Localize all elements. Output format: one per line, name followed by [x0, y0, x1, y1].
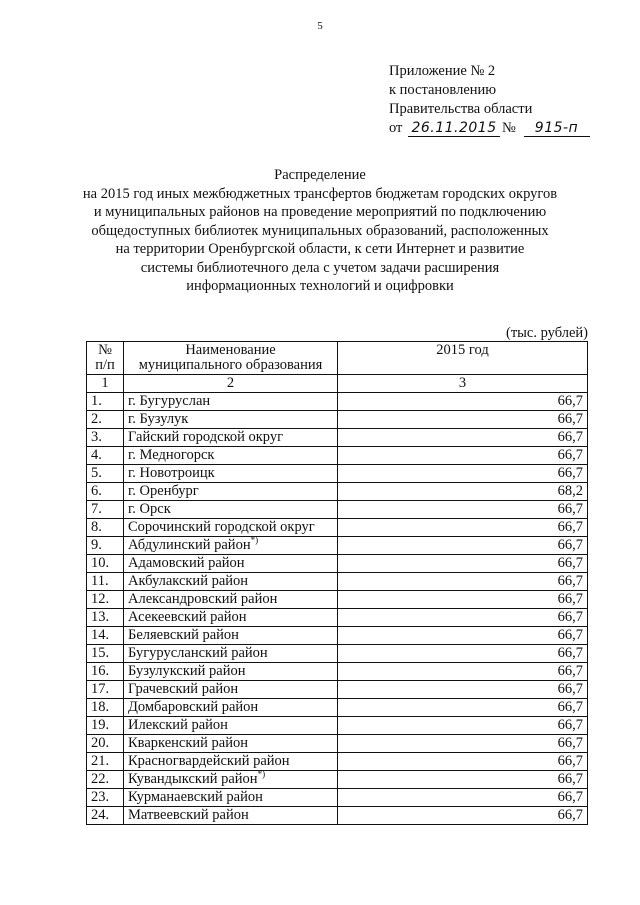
appendix-line-government: Правительства области [389, 101, 533, 117]
municipality-name-cell [124, 393, 338, 411]
amount-2015: 66,7 [338, 501, 588, 519]
table-row [87, 663, 588, 681]
row-number: 6. [87, 483, 124, 501]
row-number: 9. [87, 537, 124, 555]
row-number: 24. [87, 807, 124, 825]
row-number: 14. [87, 627, 124, 645]
row-number: 10. [87, 555, 124, 573]
municipality-name: Илекский район [128, 717, 228, 733]
amount-2015: 66,7 [338, 555, 588, 573]
title-heading: Распределение [274, 167, 366, 183]
header-name-line1: Наименование [185, 342, 276, 358]
municipality-name-cell [124, 699, 338, 717]
row-number: 18. [87, 699, 124, 717]
table-row [87, 537, 588, 555]
municipality-name-cell [124, 483, 338, 501]
amount-2015: 68,2 [338, 483, 588, 501]
amount-2015: 66,7 [338, 645, 588, 663]
header-name-line2: муниципального образования [138, 357, 323, 373]
municipality-name-cell [124, 735, 338, 753]
page-number: 5 [317, 20, 323, 32]
row-number: 23. [87, 789, 124, 807]
table-row [87, 501, 588, 519]
municipality-name-cell [124, 429, 338, 447]
amount-2015: 66,7 [338, 429, 588, 447]
municipality-name: Асекеевский район [128, 609, 247, 625]
handwritten-number: 915-п [524, 121, 590, 137]
appendix-header [389, 62, 590, 138]
municipality-name: г. Орск [128, 501, 171, 517]
municipality-name-cell [124, 573, 338, 591]
unit-label: (тыс. рублей) [506, 325, 588, 341]
municipality-name: г. Новотроицк [128, 465, 215, 481]
municipality-name: г. Бузулук [128, 411, 189, 427]
row-number: 2. [87, 411, 124, 429]
municipality-name-cell [124, 771, 338, 789]
amount-2015: 66,7 [338, 519, 588, 537]
amount-2015: 66,7 [338, 735, 588, 753]
municipality-name-cell [124, 663, 338, 681]
row-number: 7. [87, 501, 124, 519]
municipality-name-cell [124, 789, 338, 807]
municipality-name-cell [124, 609, 338, 627]
amount-2015: 66,7 [338, 573, 588, 591]
index-cell: 2 [124, 375, 338, 393]
municipality-name: Бугурусланский район [128, 645, 268, 661]
row-number: 19. [87, 717, 124, 735]
title-line: на территории Оренбургской области, к сети Интернет и развитие [115, 241, 525, 257]
amount-2015: 66,7 [338, 609, 588, 627]
table-row [87, 645, 588, 663]
index-cell: 1 [87, 375, 124, 393]
municipality-name-cell [124, 537, 338, 555]
municipality-name: Кувандыкский район [128, 771, 258, 787]
municipality-name: Гайский городской округ [128, 429, 284, 445]
municipality-name: Грачевский район [128, 681, 239, 697]
date-prefix: от [389, 120, 403, 136]
municipality-name-cell [124, 555, 338, 573]
header-number [87, 342, 124, 375]
municipality-name: Кваркенский район [128, 735, 248, 751]
municipality-name: Акбулакский район [128, 573, 249, 589]
row-number: 20. [87, 735, 124, 753]
footnote-mark: *) [257, 769, 266, 779]
title-line: информационных технологий и оцифровки [186, 278, 454, 294]
amount-2015: 66,7 [338, 789, 588, 807]
municipality-name-cell [124, 447, 338, 465]
title-line: на 2015 год иных межбюджетных трансфертов бюджетам городских округов [82, 185, 558, 202]
amount-2015: 66,7 [338, 393, 588, 411]
row-number: 21. [87, 753, 124, 771]
header-year: 2015 год [338, 342, 588, 375]
row-number: 8. [87, 519, 124, 537]
number-sign: № [502, 120, 516, 136]
table-row [87, 807, 588, 825]
table-row [87, 411, 588, 429]
amount-2015: 66,7 [338, 537, 588, 555]
municipality-name-cell [124, 753, 338, 771]
municipality-name: Абдулинский район [128, 537, 251, 553]
amount-2015: 66,7 [338, 663, 588, 681]
municipality-name: Бузулукский район [128, 663, 246, 679]
municipality-name-cell [124, 717, 338, 735]
table-row [87, 609, 588, 627]
table-row [87, 699, 588, 717]
table-header-row [87, 342, 588, 375]
row-number: 13. [87, 609, 124, 627]
table-index-row [87, 375, 588, 393]
municipality-name-cell [124, 681, 338, 699]
municipality-name-cell [124, 519, 338, 537]
header-name [124, 342, 338, 375]
amount-2015: 66,7 [338, 447, 588, 465]
title-line: и муниципальных районов на проведение мероприятий по подключению [93, 204, 547, 220]
amount-2015: 66,7 [338, 699, 588, 717]
amount-2015: 66,7 [338, 411, 588, 429]
table-row [87, 447, 588, 465]
table-row [87, 753, 588, 771]
table-row [87, 555, 588, 573]
table-row [87, 717, 588, 735]
amount-2015: 66,7 [338, 681, 588, 699]
municipality-name: Адамовский район [128, 555, 245, 571]
municipality-name: Александровский район [128, 591, 278, 607]
row-number: 11. [87, 573, 124, 591]
municipality-name-cell [124, 411, 338, 429]
appendix-line-resolution: к постановлению [389, 82, 497, 98]
amount-2015: 66,7 [338, 771, 588, 789]
row-number: 4. [87, 447, 124, 465]
row-number: 3. [87, 429, 124, 447]
table-row [87, 429, 588, 447]
municipality-name-cell [124, 591, 338, 609]
row-number: 22. [87, 771, 124, 789]
municipality-name-cell [124, 627, 338, 645]
handwritten-date: 26.11.2015 [408, 121, 500, 137]
municipality-name: Беляевский район [128, 627, 239, 643]
title-line: общедоступных библиотек муниципальных образований, расположенных [91, 222, 549, 239]
row-number: 12. [87, 591, 124, 609]
table-row [87, 591, 588, 609]
table-row [87, 519, 588, 537]
row-number: 15. [87, 645, 124, 663]
municipality-name: Матвеевский район [128, 807, 249, 823]
header-number-line1: № [98, 342, 112, 358]
amount-2015: 66,7 [338, 753, 588, 771]
municipality-name: Домбаровский район [128, 699, 259, 715]
table-row [87, 735, 588, 753]
municipality-name-cell [124, 465, 338, 483]
title-line: системы библиотечного дела с учетом задачи расширения [140, 259, 500, 276]
table-row [87, 465, 588, 483]
row-number: 1. [87, 393, 124, 411]
footnote-mark: *) [250, 535, 259, 545]
amount-2015: 66,7 [338, 807, 588, 825]
municipality-name: Красногвардейский район [128, 753, 290, 769]
index-cell: 3 [338, 375, 588, 393]
municipality-name: Сорочинский городской округ [128, 519, 315, 535]
table-row [87, 393, 588, 411]
table-row [87, 771, 588, 789]
header-number-line2: п/п [95, 357, 115, 373]
amount-2015: 66,7 [338, 465, 588, 483]
municipality-name-cell [124, 807, 338, 825]
municipality-name: г. Бугуруслан [128, 393, 211, 409]
municipality-name-cell [124, 645, 338, 663]
row-number: 16. [87, 663, 124, 681]
appendix-title: Приложение № 2 [389, 63, 496, 79]
appendix-date-line [389, 119, 590, 138]
municipality-name: г. Медногорск [128, 447, 215, 463]
municipality-name: г. Оренбург [128, 483, 199, 499]
document-title [40, 166, 600, 296]
table-row [87, 789, 588, 807]
amount-2015: 66,7 [338, 717, 588, 735]
amount-2015: 66,7 [338, 627, 588, 645]
municipality-name: Курманаевский район [128, 789, 263, 805]
municipality-name-cell [124, 501, 338, 519]
table-row [87, 573, 588, 591]
row-number: 5. [87, 465, 124, 483]
row-number: 17. [87, 681, 124, 699]
table-row [87, 681, 588, 699]
distribution-table [86, 341, 588, 825]
table-row [87, 483, 588, 501]
table-row [87, 627, 588, 645]
amount-2015: 66,7 [338, 591, 588, 609]
